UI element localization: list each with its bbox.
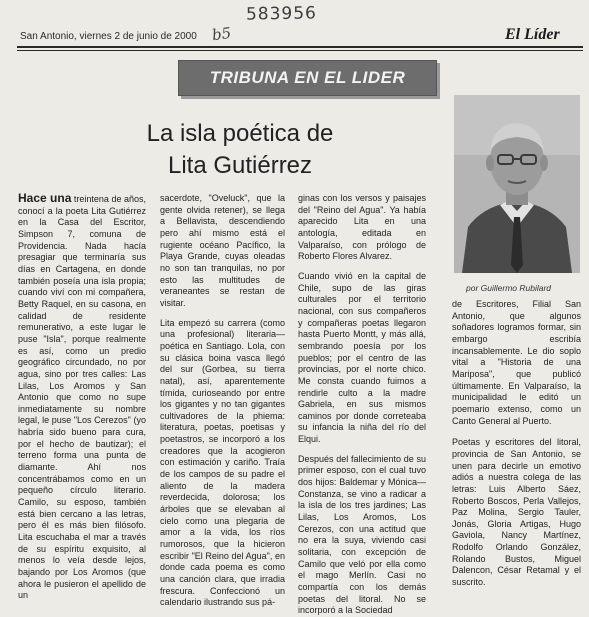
paragraph: Después del fallecimiento de su primer esposo, con el cual tuvo dos hijos: Baldemar y Mónica—Constanza, se vino a radicar a la isla de los tres jardines; Las Lilas, Los Aromos, Los Cerezos, con una actitud que no era la suya, viviendo casi solitaria, con excepción de Camilo que veló por ella como el mago Merlín. Casi no compartía con los demás poetas del litoral. No se incorporó a la Sociedad: [298, 453, 426, 616]
headline: [90, 118, 390, 182]
lead-words: Hace una: [18, 191, 72, 205]
paragraph: Cuando vivió en la capital de Chile, supo de las giras culturales por el territorio nacional, con sus compañeros y compañeras poetas llegaron hasta Puerto Montt, y más allá, sembrando poesía por los pueblos; por el centro de las provincias, por el norte chico. Me consta cuando fuimos a rendirle culto a la madre Gabriela, en sus mismos caminos por donde correteaba su infancia la niña del río del Elqui.: [298, 270, 426, 445]
header-rule-thin: [17, 50, 583, 51]
paragraph: sacerdote, "Oveluck", que la gente olvida retener), se llega a Bellavista, descendiendo pero ahí mismo está el rugiente océano Pacífico, la Playa Grande, cuyas oleadas no son tan tranquilas, no por esto las multitudes de veraneantes se restan de visitar.: [160, 193, 285, 308]
paragraph: Poetas y escritores del litoral, provincia de San Antonio, se unen para decirle un emotivo adiós a nuestra colega de las letras: Luis Alberto Sáez, Roberto Boscos, Perla Vallejos, Paz Molina, Sergio Tauler, Jonás, Gloria Artigas, Hugo Gaviola, Nancy Martínez, Rodolfo Orlando González, Rolando Bustos, Miguel Dalencon, César Retamal y el suscrito.: [452, 437, 581, 588]
portrait-image: [454, 95, 580, 273]
date-line: San Antonio, viernes 2 de junio de 2000: [20, 31, 197, 42]
paragraph: de Escritores, Filial San Antonio, que algunos soñadores logramos formar, sin embargo escribía incansablemente. Le dio soplo vital a "Historia de una Mariposa", que publicó últimamente. En Valparaíso, la municipalidad le editó un poemario extenso, como un Canto General al Puerto.: [452, 299, 581, 426]
paragraph-text: treintena de años, conocí a la poeta Lita Gutiérrez en la Casa del Escritor, Simpson 7, comuna de Providencia. Nada hacía presagiar que terminaría sus días en Cartagena, en donde también poseía una isla propia; cuando viví con mi compañera, Betty Raquel, en su casona, en calidad de residente remunerativo, a este lugar le puse "Isla", porque realmente es así, como un predio geográfico circundado, no por agua, sino por tres calles: Las Lilas, Los Aromos y San Antonio que como no supe inmediatamente su nombre legal, le puse "Los Cerezos" (yo habría sido bueno para cura, por el hecho de bautizar); el terreno forma una punta de diamante. Ahí nos concentrábamos como en un pequeño círculo literario. Camilo, su esposo, también está bien cercano a las letras, pero él es más bien filósofo. Lita escuchaba el mar a través de su espíritu exquisito, al menos lo veía desde lejos, bajando por Los Aromos (que ahora le pusieron el apellido de un: [18, 194, 146, 601]
article-column-4: [452, 299, 581, 589]
paragraph: [18, 193, 146, 602]
section-banner: [178, 60, 437, 96]
header-rule: [17, 46, 583, 48]
photo-credit: por Guillermo Rubilard: [466, 283, 552, 293]
headline-line-2: Lita Gutiérrez: [167, 152, 313, 179]
paragraph: ginas con los versos y paisajes del "Reino del Agua". Ya había aparecido Lita en una antología, editada en Valparaíso, con prólogo de Roberto Flores Alvarez.: [298, 193, 426, 262]
handwritten-mark: b5: [210, 23, 233, 45]
article-column-3: [298, 193, 426, 617]
handwritten-archive-number: 583956: [245, 3, 318, 25]
article-column-1: [18, 193, 146, 602]
author-photo: [454, 95, 580, 273]
section-banner-label: TRIBUNA EN EL LIDER: [209, 68, 406, 87]
paragraph: Lita empezó su carrera (como una profesional) literaria—poética en Santiago. Lola, con su clásica boina vasca llegó del sur (Gorbea, su tierra natal), así, aparentemente tímida, curioseando por entre los gigantes y no tan gigantes cultivadores de la phiema: literatura, poetas, poetisas y poetastros, se incorporó a los creadores que la acogieron con estimación y cariño. Traía de los campos de su padre el aliento de la madera reverdecida, dolorosa; los árboles que se elevaban al cielo como una plegaria de amor a la vida, los ríos rumorosos, que la hicieron escribir "El Reino del Agua", en donde cada poema es como una canción clara, que irradia frescura. Confeccionó un calendario ilustrando sus pá-: [160, 317, 285, 608]
article-column-2: [160, 193, 285, 609]
newspaper-name: El Líder: [505, 26, 560, 43]
headline-line-1: La isla poética de: [146, 120, 334, 147]
